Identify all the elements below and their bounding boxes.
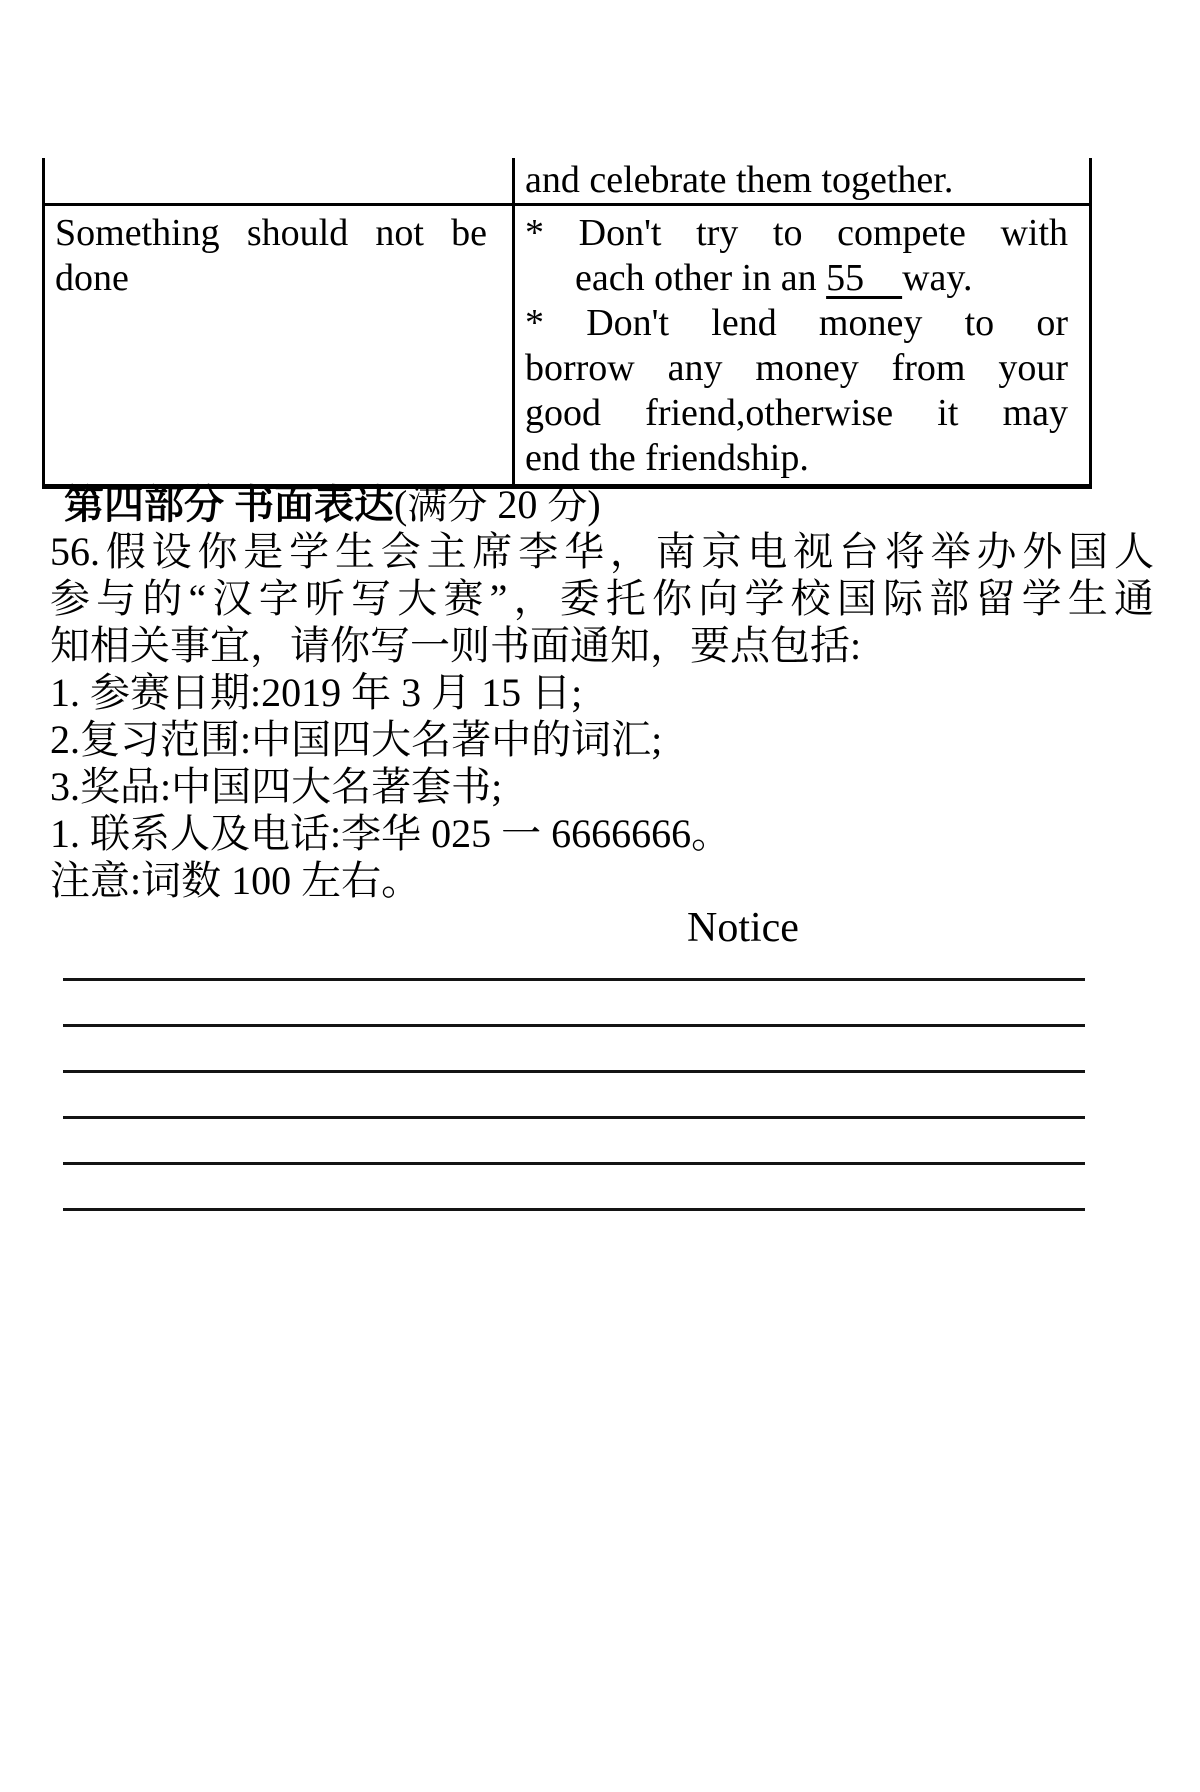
task-lines [50,528,1154,904]
notice-heading-line [50,904,1154,951]
notice-title: Notice [687,905,799,951]
text-line: 1. 参赛日期:2019 年 3 月 15 日; [50,670,583,715]
text-line: good friend,otherwise it may [525,392,1068,434]
table-cell-should-not-label [45,206,515,484]
table-right-cell-lines [525,211,1068,481]
section-heading [50,481,1154,528]
text-line: * Don't lend money to or [525,302,1068,344]
table-row-should-not [45,203,1089,484]
answer-writing-line [63,1119,1085,1165]
text-line: 参与的“汉字听写大赛”，委托你向学校国际部留学生通 [50,576,1154,621]
text-line: 2.复习范围:中国四大名著中的词汇; [50,717,663,762]
answer-writing-line [63,1073,1085,1119]
text-line: Something should not be [55,212,487,254]
answer-lines [63,951,1085,1211]
text-line: end the friendship. [525,437,809,479]
section-heading-score: (满分 20 分) [394,482,601,527]
table-cell-celebrate [515,158,1089,203]
text-segment: way. [902,257,973,299]
answer-writing-line [63,1027,1085,1073]
section-heading-bold: 第四部分 书面表达 [64,482,394,527]
friendship-table [42,158,1092,489]
text-line: 知相关事宜，请你写一则书面通知，要点包括: [50,623,862,668]
text-segment: each other in an [575,257,827,299]
table-cell-should-not-items [515,206,1089,484]
answer-writing-line [63,1165,1085,1211]
text-line: done [55,257,129,299]
text-line: borrow any money from your [525,347,1068,389]
text-line: * Don't try to compete with [525,212,1068,254]
table-row-celebrate [45,158,1089,203]
table-cell-empty [45,158,515,203]
answer-writing-line [63,981,1085,1027]
text-line: 56.假设你是学生会主席李华，南京电视台将举办外国人 [50,529,1154,574]
answer-writing-line [63,951,1085,981]
text-line: 1. 联系人及电话:李华 025 一 6666666。 [50,811,732,856]
table-left-cell-lines [55,211,487,301]
blank-55-underline: 55 [826,257,903,299]
text-line: 注意:词数 100 左右。 [50,858,422,903]
text-line [525,256,1068,301]
text-line: and celebrate them together. [525,159,954,201]
writing-task-section [50,481,1154,951]
text-line: 3.奖品:中国四大名著套书; [50,764,503,809]
